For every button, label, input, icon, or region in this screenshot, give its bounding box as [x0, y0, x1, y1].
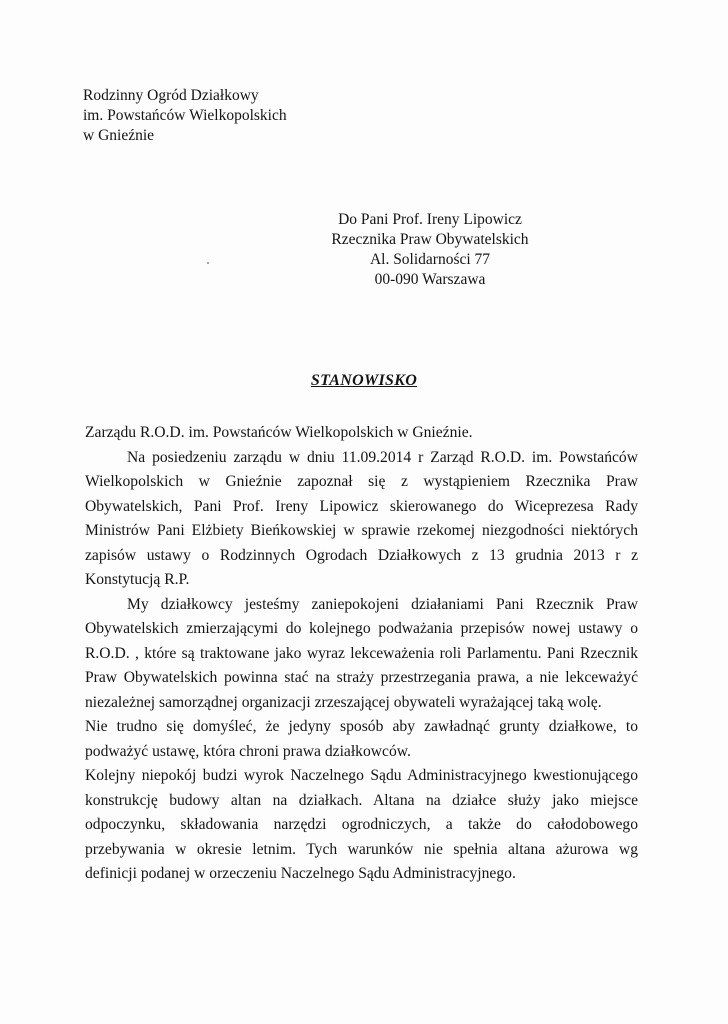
- recipient-line: 00-090 Warszawa: [374, 271, 486, 288]
- document-body: [85, 421, 638, 887]
- paragraph-line: Nie trudno się domyśleć, że jedyny sposób aby zawładnąć grunty działkowe, to: [85, 718, 638, 735]
- intro-line: Zarządu R.O.D. im. Powstańców Wielkopolskich w Gnieźnie.: [85, 424, 473, 441]
- paragraph-line: Kolejny niepokój budzi wyrok Naczelnego Sądu Administracyjnego kwestionującego: [85, 767, 638, 784]
- sender-line: Rodzinny Ogród Działkowy: [83, 87, 259, 104]
- paragraph-line: konstrukcję budowy altan na działkach. Altana na działce służy jako miejsce: [85, 791, 638, 809]
- paragraph-line: podważyć ustawę, która chroni prawa działkowców.: [85, 742, 411, 760]
- recipient-line: Al. Solidarności 77: [369, 251, 491, 268]
- paragraph-line: Ministrów Pani Elżbiety Bieńkowskiej w sprawie rzekomej niezgodności niektórych: [85, 522, 638, 539]
- sender-line: w Gnieźnie: [83, 127, 155, 144]
- paragraph-line: Wielkopolskich w Gnieźnie zapoznał się z wystąpieniem Rzecznika Praw: [85, 473, 638, 490]
- paragraph-line: definicji podanej w orzeczeniu Naczelnego Sądu Administracyjnego.: [85, 865, 516, 882]
- recipient-address: [300, 210, 560, 290]
- document-title: STANOWISKO: [310, 372, 418, 389]
- paragraph-line: zapisów ustawy o Rodzinnych Ogrodach Działkowych z 13 grudnia 2013 r z: [85, 546, 638, 564]
- recipient-line: Rzecznika Praw Obywatelskich: [331, 231, 529, 248]
- sender-line: im. Powstańców Wielkopolskich: [83, 107, 287, 124]
- paragraph-line: Na posiedzeniu zarządu w dniu 11.09.2014 r Zarząd R.O.D. im. Powstańców: [127, 448, 638, 466]
- recipient-line: Do Pani Prof. Ireny Lipowicz: [338, 211, 522, 228]
- scan-speck: [207, 262, 209, 264]
- paragraph-line: Obywatelskich, Pani Prof. Ireny Lipowicz skierowanego do Wiceprezesa Rady: [85, 497, 638, 515]
- paragraph-line: Praw Obywatelskich powinna stać na straży przestrzegania prawa, a nie lekceważyć: [85, 669, 638, 686]
- paragraph-line: przebywania w okresie letnim. Tych warunków nie spełnia altana ażurowa wg: [85, 840, 638, 858]
- paragraph-line: R.O.D. , które są traktowane jako wyraz lekceważenia roli Parlamentu. Pani Rzecznik: [85, 644, 638, 662]
- paragraph-line: Konstytucją R.P.: [85, 571, 190, 588]
- paragraph-line: My działkowcy jesteśmy zaniepokojeni działaniami Pani Rzecznik Praw: [127, 595, 638, 613]
- paragraph-line: niezależnej samorządnej organizacji zrzeszającej obywateli wyrażającej taką wolę.: [85, 693, 602, 711]
- paragraph-line: odpoczynku, składowania narzędzi ogrodniczych, a także do całodobowego: [85, 816, 638, 833]
- paragraph-line: Obywatelskich zmierzającymi do kolejnego podważania przepisów nowej ustawy o: [85, 620, 638, 637]
- sender-address: [83, 86, 287, 146]
